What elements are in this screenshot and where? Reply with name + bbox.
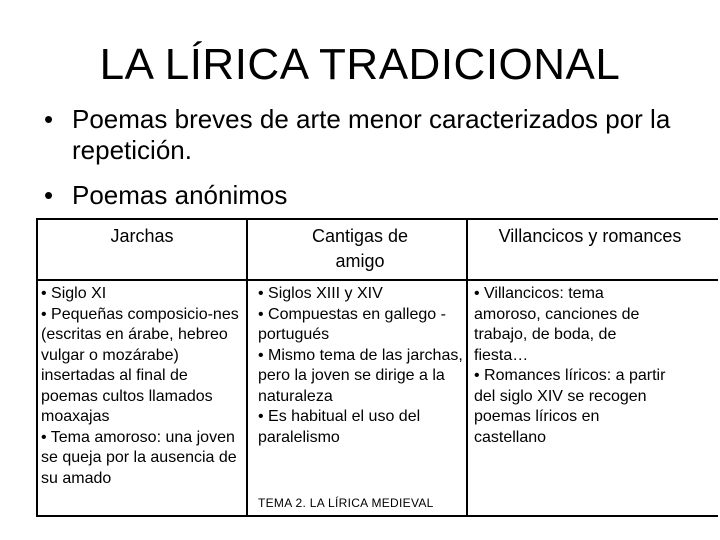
cell-item: • Pequeñas composicio-nes (escritas en árabe, hebreo vulgar o mozárabe) insertadas al final de poemas cultos llamados moaxajas xyxy=(41,305,239,425)
cell-cantigas xyxy=(258,284,466,448)
bullet-item xyxy=(44,180,704,211)
cell-item: • Compuestas en gallego -portugués xyxy=(258,305,446,343)
cell-jarchas xyxy=(41,284,245,489)
cell-item: • Siglo XI xyxy=(41,285,107,302)
cell-item: • Villancicos: tema amoroso, canciones de trabajo, de boda, de fiesta… xyxy=(474,285,640,364)
cell-item: • Tema amoroso: una joven se queja por la ausencia de su amado xyxy=(41,428,237,487)
table-divider xyxy=(36,279,718,281)
cell-item: • Romances líricos: a partir del siglo XIV se recogen poemas líricos en castellano xyxy=(474,367,666,446)
header-villancicos: Villancicos y romances xyxy=(498,226,682,246)
cell-item: • Siglos XIII y XIV xyxy=(258,285,383,302)
header-jarchas: Jarchas xyxy=(110,226,174,246)
bullet-list xyxy=(44,104,704,225)
cell-villancicos xyxy=(474,284,668,448)
cell-item: • Mismo tema de las jarchas, pero la joven se dirige a la naturaleza xyxy=(258,346,463,405)
bullet-text: Poemas breves de arte menor caracterizados por la repetición. xyxy=(72,104,671,165)
cell-item: • Es habitual el uso del paralelismo xyxy=(258,408,421,446)
table-divider xyxy=(466,218,468,517)
header-cantigas: Cantigas de amigo xyxy=(311,226,409,271)
table-divider xyxy=(246,218,248,517)
slide-footer: TEMA 2. LA LÍRICA MEDIEVAL xyxy=(258,496,434,510)
bullet-item xyxy=(44,104,704,166)
bullet-text: Poemas anónimos xyxy=(72,180,288,210)
bullet-marker: • xyxy=(44,180,54,210)
bullet-marker: • xyxy=(44,104,54,134)
slide-title: LA LÍRICA TRADICIONAL xyxy=(99,40,621,89)
